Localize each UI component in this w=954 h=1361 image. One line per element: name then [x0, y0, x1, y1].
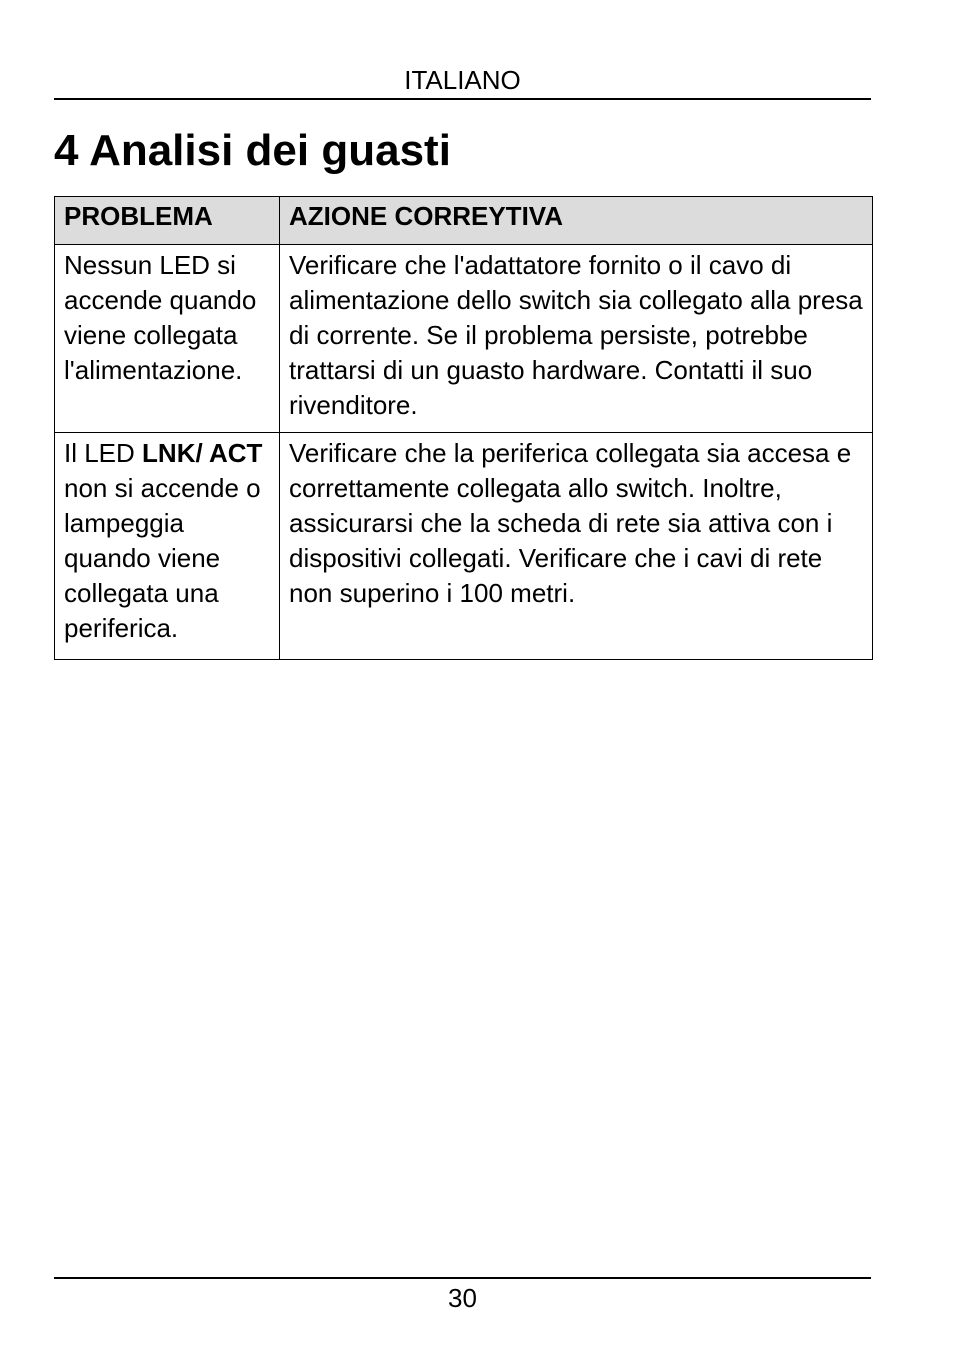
column-header-problem: PROBLEMA [55, 197, 280, 245]
troubleshooting-table [54, 196, 873, 660]
action-cell: Verificare che l'adattatore fornito o il cavo di alimentazione dello switch sia collegato alla presa di corrente. Se il problema persiste, potrebbe trattarsi di un guasto hardware. Contatti il suo rivenditore. [280, 245, 873, 433]
header-rule [54, 98, 871, 100]
page-number: 30 [448, 1283, 477, 1313]
problem-cell [55, 433, 280, 660]
led-name-bold: LNK/ ACT [142, 438, 263, 468]
footer-rule [54, 1277, 871, 1279]
table-row [55, 433, 873, 660]
problem-text-suffix: non si accende o lampeggia quando viene collegata una periferica. [64, 473, 261, 643]
section-title: 4 Analisi dei guasti [54, 126, 451, 175]
table-row [55, 245, 873, 433]
table-header-row [55, 197, 873, 245]
problem-text-prefix: Il LED [64, 438, 143, 468]
problem-cell: Nessun LED si accende quando viene collegata l'alimentazione. [55, 245, 280, 433]
running-header-language: ITALIANO [404, 65, 521, 95]
column-header-corrective-action: AZIONE CORREYTIVA [280, 197, 873, 245]
action-cell: Verificare che la periferica collegata sia accesa e correttamente collegata allo switch. Inoltre, assicurarsi che la scheda di rete sia attiva con i dispositivi collegati. Verificare che i cavi di rete non superino i 100 metri. [280, 433, 873, 660]
